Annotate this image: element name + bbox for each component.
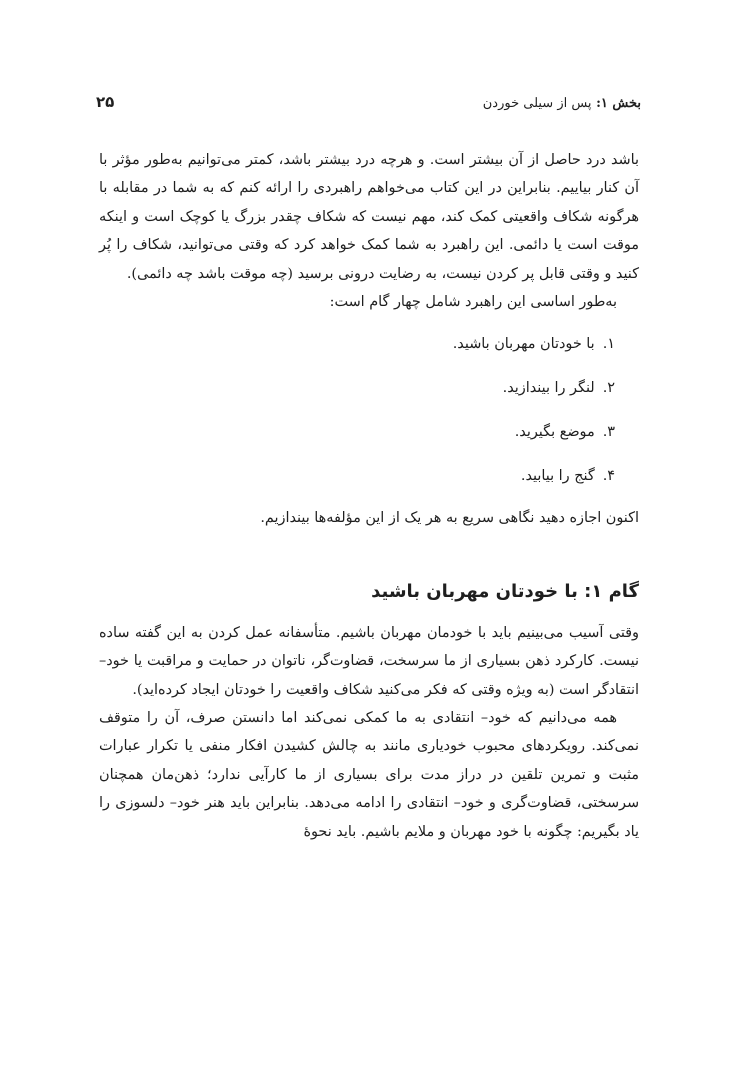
running-header — [96, 93, 641, 117]
intro-paragraph: باشد درد حاصل از آن بیشتر است. و هرچه درد بیشتر باشد، کمتر می‌توانیم به‌طور مؤثر با آن کنار بیاییم. بنابراین در این کتاب می‌خواهم راهبردی را ارائه کنم که به شما در مقابله با هرگونه شکاف واقعیتی کمک کند، مهم نیست که شکاف چقدر بزرگ یا کوچک است و اینکه موقت است یا دائمی. این راهبرد به شما کمک خواهد کرد که وقتی می‌توانید، شکاف را پُر کنید و وقتی قابل پر کردن نیست، به رضایت درونی برسید (چه موقت باشد چه دائمی). — [99, 152, 639, 282]
steps-list — [99, 322, 639, 498]
step-number: ۲. — [602, 380, 615, 397]
section-paragraph: همه می‌دانیم که خود– انتقادی به ما کمکی نمی‌کند اما دانستن صرف، آن را متوقف نمی‌کند. رویکردهای محبوب خودیاری مانند به چالش کشیدن افکار منفی یا تکرار عبارات مثبت و تمرین تلقین در دراز مدت برای بسیاری از ما کارآیی ندارد؛ ذهن‌مان همچنان سرسختی، قضاوت‌گری و خود– انتقادی را ادامه می‌دهد. بنابراین باید هنر خود– دلسوزی را یاد بگیریم: چگونه با خود مهربان و ملایم باشیم. باید نحوهٔ — [99, 710, 639, 840]
step-text: موضع بگیرید. — [514, 424, 595, 441]
chapter-title: پس از سیلی خوردن — [482, 96, 592, 111]
step-text: با خودتان مهربان باشید. — [452, 336, 595, 353]
step-number: ۳. — [602, 424, 615, 441]
step-number: ۱. — [602, 336, 615, 353]
step-text: گنج را بیابید. — [520, 468, 595, 485]
step-text: لنگر را بیندازید. — [502, 380, 595, 397]
list-item — [99, 410, 615, 454]
steps-intro: به‌طور اساسی این راهبرد شامل چهار گام است: — [329, 294, 617, 311]
page-number: ۲۵ — [96, 93, 115, 111]
step-number: ۴. — [602, 468, 615, 485]
transition-paragraph: اکنون اجازه دهید نگاهی سریع به هر یک از این مؤلفه‌ها بیندازیم. — [260, 510, 639, 527]
section-heading: گام ۱: با خودتان مهربان باشید — [371, 580, 639, 602]
section-paragraph: وقتی آسیب می‌بینیم باید با خودمان مهربان باشیم. متأسفانه عمل کردن به این گفته ساده نیست. کارکرد ذهن بسیاری از ما سرسخت، قضاوت‌گر، ناتوان در حمایت و مراقبت یا خود– انتقادگر است (به ویژه وقتی که فکر می‌کنید شکاف واقعیت را خودتان ایجاد کرده‌اید). — [99, 624, 639, 698]
page-body — [99, 146, 639, 846]
chapter-heading — [483, 96, 641, 111]
list-item — [99, 366, 615, 410]
list-item — [99, 322, 615, 366]
list-item — [99, 454, 615, 498]
chapter-label: بخش ۱: — [596, 96, 641, 111]
